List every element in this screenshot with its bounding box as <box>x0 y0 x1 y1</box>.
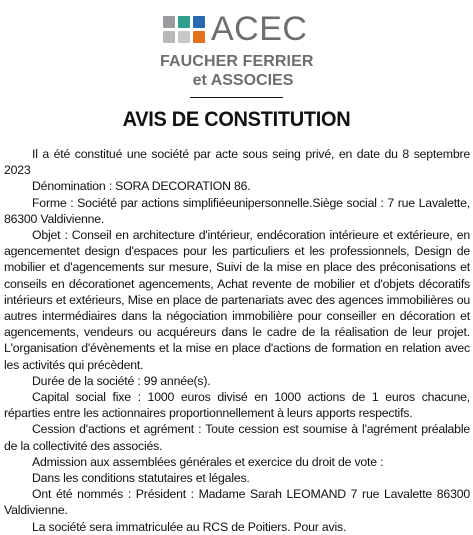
logo-tile <box>163 31 175 43</box>
paragraph: Cession d'actions et agrément : Toute cession est soumise à l'agrément préalable de la collectivité des associés. <box>4 422 470 453</box>
logo-line-1: FAUCHER FERRIER <box>160 53 314 70</box>
paragraph: La société sera immatriculée au RCS de Poitiers. Pour avis. <box>32 519 347 534</box>
paragraph: Dans les conditions statutaires et légales. <box>32 471 250 486</box>
paragraph: Capital social fixe : 1000 euros divisé en 1000 actions de 1 euros chacune, réparties entre les actionnaires proportionnellement à leurs apports respectifs. <box>4 390 470 421</box>
title-divider <box>190 97 283 98</box>
logo-tile <box>193 16 205 28</box>
logo-tile <box>178 16 190 28</box>
logo-brand: ACEC <box>211 10 308 48</box>
paragraph: Objet : Conseil en architecture d'intérieur, endécoration intérieure et extérieure, en agencementet design d'espaces pour les particuliers et les professionnels, Design de mobilier et d'agencements sur mesure, Suivi de la mise en place des préconisations et conseils en décorationet agencements, Achat revente de mobilier et d'objets décoratifs intérieurs et extérieurs, Mise en place de partenariats avec des agences immobilières ou autres intermédiaires dans la négociation immobilière pour conseiller en décoration et agencements, vendeurs ou acquéreurs dans le cadre de la réalisation de leur projet. L'organisation d'évènements et la mise en place d'actions de formation en relation avec les activités qui précèdent. <box>4 228 470 372</box>
logo-tile <box>193 31 205 43</box>
paragraph: Durée de la société : 99 année(s). <box>32 373 211 388</box>
paragraph: Ont été nommés : Président : Madame Sarah LEOMAND 7 rue Lavalette 86300 Valdivienne. <box>4 487 470 518</box>
logo-tile <box>178 31 190 43</box>
logo-line-2: et ASSOCIES <box>192 72 294 89</box>
notice-title: AVIS DE CONSTITUTION <box>122 108 351 131</box>
notice-body <box>4 146 470 535</box>
logo-tiles-icon <box>163 16 205 50</box>
company-logo <box>160 10 328 104</box>
paragraph: Admission aux assemblées générales et exercice du droit de vote : <box>32 454 384 469</box>
paragraph: Il a été constitué une société par acte sous seing privé, en date du 8 septembre 2023 <box>4 147 470 178</box>
logo-tile <box>163 16 175 28</box>
paragraph: Dénomination : SORA DECORATION 86. <box>32 179 251 194</box>
paragraph: Forme : Société par actions simplifiéeunipersonnelle.Siège social : 7 rue Lavalette, 86300 Valdivienne. <box>4 195 470 226</box>
